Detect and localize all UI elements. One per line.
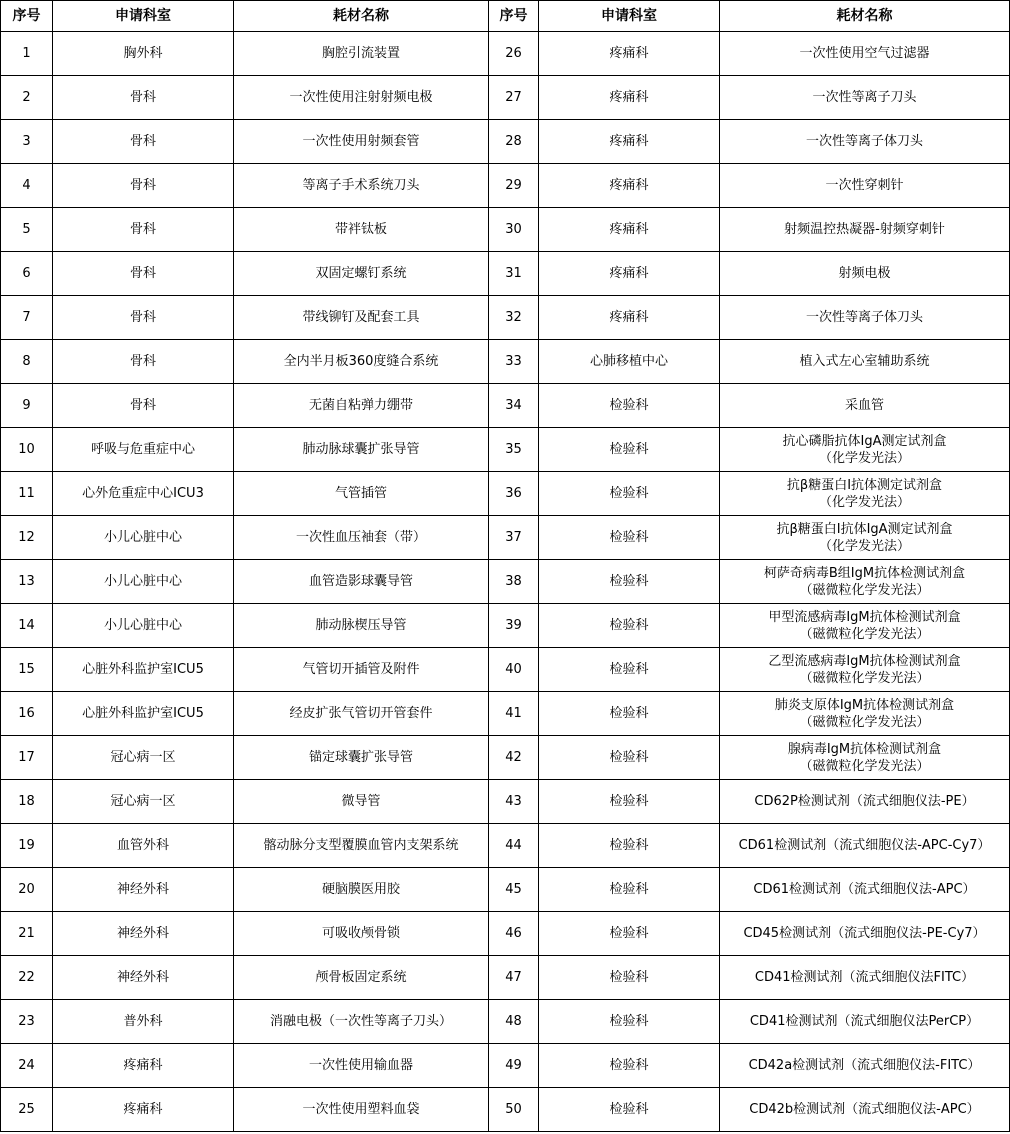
- serial-cell: 25: [1, 1088, 53, 1132]
- department-cell: 疼痛科: [539, 32, 720, 76]
- department-cell: 骨科: [53, 384, 234, 428]
- item-name-cell: CD42a检测试剂（流式细胞仪法-FITC）: [720, 1044, 1010, 1088]
- item-name-cell: 微导管: [234, 780, 489, 824]
- item-name-cell: CD42b检测试剂（流式细胞仪法-APC）: [720, 1088, 1010, 1132]
- serial-cell: 20: [1, 868, 53, 912]
- item-name-cell: CD61检测试剂（流式细胞仪法-APC-Cy7）: [720, 824, 1010, 868]
- header-item-name: 耗材名称: [234, 1, 489, 32]
- item-name-method: （磁微粒化学发光法）: [799, 670, 930, 686]
- department-cell: 检验科: [539, 956, 720, 1000]
- table-row: [1, 912, 1010, 956]
- department-cell: 检验科: [539, 912, 720, 956]
- table-row: [1, 252, 1010, 296]
- table-row: [1, 120, 1010, 164]
- serial-cell: 28: [489, 120, 539, 164]
- header-department: 申请科室: [53, 1, 234, 32]
- item-name-cell: 肺动脉球囊扩张导管: [234, 428, 489, 472]
- item-name-line: 柯萨奇病毒B组IgM抗体检测试剂盒: [763, 565, 966, 581]
- department-cell: 疼痛科: [539, 120, 720, 164]
- item-name-method: （化学发光法）: [818, 450, 910, 466]
- item-name-cell: 双固定螺钉系统: [234, 252, 489, 296]
- department-cell: 检验科: [539, 780, 720, 824]
- item-name-cell: 一次性使用输血器: [234, 1044, 489, 1088]
- table-row: [1, 472, 1010, 516]
- item-name-cell: CD62P检测试剂（流式细胞仪法-PE）: [720, 780, 1010, 824]
- department-cell: 疼痛科: [53, 1088, 234, 1132]
- item-name-cell: 一次性等离子体刀头: [720, 120, 1010, 164]
- department-cell: 血管外科: [53, 824, 234, 868]
- item-name-cell: [720, 472, 1010, 516]
- serial-cell: 7: [1, 296, 53, 340]
- table-row: [1, 1044, 1010, 1088]
- table-row: [1, 692, 1010, 736]
- item-name-cell: [720, 692, 1010, 736]
- department-cell: 疼痛科: [53, 1044, 234, 1088]
- department-cell: 神经外科: [53, 912, 234, 956]
- header-item-name: 耗材名称: [720, 1, 1010, 32]
- serial-cell: 13: [1, 560, 53, 604]
- item-name-cell: 肺动脉楔压导管: [234, 604, 489, 648]
- department-cell: 冠心病一区: [53, 736, 234, 780]
- department-cell: 检验科: [539, 1088, 720, 1132]
- item-name-method: （磁微粒化学发光法）: [799, 714, 930, 730]
- table-row: [1, 296, 1010, 340]
- serial-cell: 46: [489, 912, 539, 956]
- department-cell: 检验科: [539, 1044, 720, 1088]
- item-name-cell: 髂动脉分支型覆膜血管内支架系统: [234, 824, 489, 868]
- serial-cell: 27: [489, 76, 539, 120]
- item-name-cell: CD45检测试剂（流式细胞仪法-PE-Cy7）: [720, 912, 1010, 956]
- table-row: [1, 868, 1010, 912]
- serial-cell: 6: [1, 252, 53, 296]
- item-name-line: 乙型流感病毒IgM抗体检测试剂盒: [768, 653, 961, 669]
- department-cell: 骨科: [53, 252, 234, 296]
- item-name-cell: 一次性血压袖套（带）: [234, 516, 489, 560]
- department-cell: 心肺移植中心: [539, 340, 720, 384]
- table-row: [1, 32, 1010, 76]
- serial-cell: 2: [1, 76, 53, 120]
- item-name-cell: 气管切开插管及附件: [234, 648, 489, 692]
- item-name-cell: 采血管: [720, 384, 1010, 428]
- serial-cell: 31: [489, 252, 539, 296]
- table-row: [1, 780, 1010, 824]
- table-row: [1, 1088, 1010, 1132]
- item-name-cell: 一次性使用注射射频电极: [234, 76, 489, 120]
- header-serial: 序号: [1, 1, 53, 32]
- serial-cell: 19: [1, 824, 53, 868]
- item-name-line: 抗β糖蛋白Ⅰ抗体IgA测定试剂盒: [776, 521, 953, 537]
- serial-cell: 23: [1, 1000, 53, 1044]
- department-cell: 检验科: [539, 824, 720, 868]
- serial-cell: 17: [1, 736, 53, 780]
- item-name-line: 腺病毒IgM抗体检测试剂盒: [787, 741, 942, 757]
- serial-cell: 16: [1, 692, 53, 736]
- table-row: [1, 1000, 1010, 1044]
- item-name-cell: [720, 648, 1010, 692]
- item-name-cell: 经皮扩张气管切开管套件: [234, 692, 489, 736]
- item-name-cell: 带线铆钉及配套工具: [234, 296, 489, 340]
- table-row: [1, 560, 1010, 604]
- department-cell: 骨科: [53, 208, 234, 252]
- table-row: [1, 76, 1010, 120]
- item-name-cell: [720, 736, 1010, 780]
- serial-cell: 44: [489, 824, 539, 868]
- department-cell: 骨科: [53, 120, 234, 164]
- item-name-cell: CD41检测试剂（流式细胞仪法PerCP）: [720, 1000, 1010, 1044]
- department-cell: 检验科: [539, 384, 720, 428]
- serial-cell: 26: [489, 32, 539, 76]
- serial-cell: 45: [489, 868, 539, 912]
- serial-cell: 22: [1, 956, 53, 1000]
- item-name-cell: 消融电极（一次性等离子刀头）: [234, 1000, 489, 1044]
- table-row: [1, 604, 1010, 648]
- item-name-cell: 锚定球囊扩张导管: [234, 736, 489, 780]
- department-cell: 疼痛科: [539, 76, 720, 120]
- table-row: [1, 824, 1010, 868]
- item-name-cell: 带袢钛板: [234, 208, 489, 252]
- item-name-line: 抗β糖蛋白Ⅰ抗体测定试剂盒: [786, 477, 943, 493]
- department-cell: 小儿心脏中心: [53, 516, 234, 560]
- serial-cell: 11: [1, 472, 53, 516]
- department-cell: 骨科: [53, 76, 234, 120]
- serial-cell: 47: [489, 956, 539, 1000]
- table-row: [1, 164, 1010, 208]
- department-cell: 疼痛科: [539, 164, 720, 208]
- department-cell: 检验科: [539, 428, 720, 472]
- serial-cell: 21: [1, 912, 53, 956]
- item-name-cell: [720, 428, 1010, 472]
- department-cell: 检验科: [539, 648, 720, 692]
- department-cell: 骨科: [53, 340, 234, 384]
- item-name-cell: CD61检测试剂（流式细胞仪法-APC）: [720, 868, 1010, 912]
- department-cell: 冠心病一区: [53, 780, 234, 824]
- serial-cell: 8: [1, 340, 53, 384]
- serial-cell: 42: [489, 736, 539, 780]
- item-name-cell: 射频温控热凝器-射频穿刺针: [720, 208, 1010, 252]
- table-body: [1, 32, 1010, 1132]
- department-cell: 疼痛科: [539, 296, 720, 340]
- serial-cell: 30: [489, 208, 539, 252]
- serial-cell: 10: [1, 428, 53, 472]
- serial-cell: 41: [489, 692, 539, 736]
- department-cell: 神经外科: [53, 956, 234, 1000]
- table-row: [1, 956, 1010, 1000]
- item-name-cell: 血管造影球囊导管: [234, 560, 489, 604]
- item-name-cell: [720, 604, 1010, 648]
- item-name-cell: 射频电极: [720, 252, 1010, 296]
- item-name-cell: [720, 516, 1010, 560]
- serial-cell: 15: [1, 648, 53, 692]
- serial-cell: 5: [1, 208, 53, 252]
- department-cell: 心脏外科监护室ICU5: [53, 692, 234, 736]
- header-serial: 序号: [489, 1, 539, 32]
- item-name-cell: 可吸收颅骨锁: [234, 912, 489, 956]
- item-name-cell: 颅骨板固定系统: [234, 956, 489, 1000]
- department-cell: 检验科: [539, 604, 720, 648]
- serial-cell: 33: [489, 340, 539, 384]
- serial-cell: 48: [489, 1000, 539, 1044]
- serial-cell: 39: [489, 604, 539, 648]
- item-name-cell: 一次性穿刺针: [720, 164, 1010, 208]
- serial-cell: 14: [1, 604, 53, 648]
- serial-cell: 50: [489, 1088, 539, 1132]
- item-name-line: 肺炎支原体IgM抗体检测试剂盒: [774, 697, 955, 713]
- item-name-cell: 等离子手术系统刀头: [234, 164, 489, 208]
- serial-cell: 4: [1, 164, 53, 208]
- department-cell: 疼痛科: [539, 252, 720, 296]
- item-name-cell: 全内半月板360度缝合系统: [234, 340, 489, 384]
- department-cell: 普外科: [53, 1000, 234, 1044]
- item-name-cell: 一次性使用塑料血袋: [234, 1088, 489, 1132]
- item-name-cell: [720, 560, 1010, 604]
- item-name-method: （化学发光法）: [818, 538, 910, 554]
- serial-cell: 12: [1, 516, 53, 560]
- item-name-cell: CD41检测试剂（流式细胞仪法FITC）: [720, 956, 1010, 1000]
- department-cell: 检验科: [539, 472, 720, 516]
- serial-cell: 29: [489, 164, 539, 208]
- item-name-method: （磁微粒化学发光法）: [799, 626, 930, 642]
- item-name-line: 抗心磷脂抗体IgA测定试剂盒: [782, 433, 947, 449]
- serial-cell: 32: [489, 296, 539, 340]
- serial-cell: 1: [1, 32, 53, 76]
- department-cell: 骨科: [53, 296, 234, 340]
- serial-cell: 34: [489, 384, 539, 428]
- department-cell: 心脏外科监护室ICU5: [53, 648, 234, 692]
- department-cell: 检验科: [539, 692, 720, 736]
- item-name-cell: 一次性等离子刀头: [720, 76, 1010, 120]
- item-name-cell: 胸腔引流装置: [234, 32, 489, 76]
- department-cell: 检验科: [539, 868, 720, 912]
- item-name-line: 甲型流感病毒IgM抗体检测试剂盒: [768, 609, 961, 625]
- serial-cell: 3: [1, 120, 53, 164]
- serial-cell: 24: [1, 1044, 53, 1088]
- item-name-method: （化学发光法）: [818, 494, 910, 510]
- header-department: 申请科室: [539, 1, 720, 32]
- serial-cell: 37: [489, 516, 539, 560]
- serial-cell: 9: [1, 384, 53, 428]
- header-row: [1, 1, 1010, 32]
- department-cell: 神经外科: [53, 868, 234, 912]
- table-row: [1, 428, 1010, 472]
- department-cell: 检验科: [539, 516, 720, 560]
- serial-cell: 43: [489, 780, 539, 824]
- serial-cell: 38: [489, 560, 539, 604]
- item-name-method: （磁微粒化学发光法）: [799, 758, 930, 774]
- table-row: [1, 516, 1010, 560]
- department-cell: 骨科: [53, 164, 234, 208]
- item-name-cell: 一次性使用空气过滤器: [720, 32, 1010, 76]
- department-cell: 呼吸与危重症中心: [53, 428, 234, 472]
- table-row: [1, 648, 1010, 692]
- table-row: [1, 208, 1010, 252]
- serial-cell: 35: [489, 428, 539, 472]
- department-cell: 小儿心脏中心: [53, 604, 234, 648]
- department-cell: 检验科: [539, 736, 720, 780]
- table-row: [1, 384, 1010, 428]
- item-name-cell: 无菌自粘弹力绷带: [234, 384, 489, 428]
- item-name-cell: 一次性等离子体刀头: [720, 296, 1010, 340]
- department-cell: 疼痛科: [539, 208, 720, 252]
- department-cell: 小儿心脏中心: [53, 560, 234, 604]
- item-name-method: （磁微粒化学发光法）: [799, 582, 930, 598]
- item-name-cell: 一次性使用射频套管: [234, 120, 489, 164]
- item-name-cell: 植入式左心室辅助系统: [720, 340, 1010, 384]
- serial-cell: 49: [489, 1044, 539, 1088]
- serial-cell: 40: [489, 648, 539, 692]
- department-cell: 检验科: [539, 560, 720, 604]
- department-cell: 心外危重症中心ICU3: [53, 472, 234, 516]
- serial-cell: 18: [1, 780, 53, 824]
- department-cell: 胸外科: [53, 32, 234, 76]
- department-cell: 检验科: [539, 1000, 720, 1044]
- serial-cell: 36: [489, 472, 539, 516]
- table-row: [1, 736, 1010, 780]
- item-name-cell: 硬脑膜医用胶: [234, 868, 489, 912]
- table-row: [1, 340, 1010, 384]
- item-name-cell: 气管插管: [234, 472, 489, 516]
